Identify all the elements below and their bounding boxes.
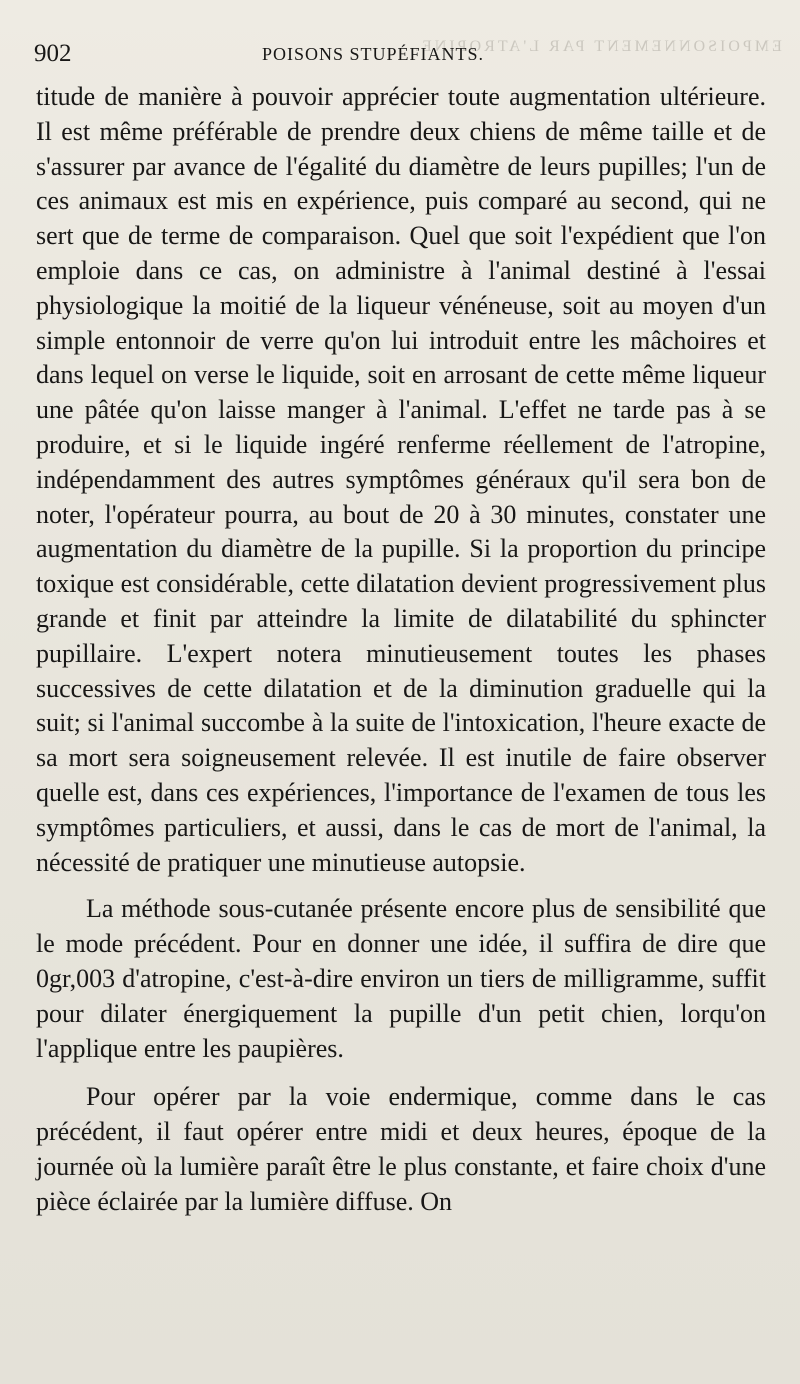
paragraph-2: La méthode sous-cutanée présente encore plus de sensibilité que le mode précédent. Pour en donner une idée, il suffira de dire que 0gr,003 d'atropine, c'est-à-dire environ un tiers de milligramme, suffit pour dilater énergiquement la pupille d'un petit chien, lorqu'on l'applique entre les paupières. — [36, 894, 766, 1063]
running-title: POISONS STUPÉFIANTS. — [262, 44, 485, 64]
paragraph-1: titude de manière à pouvoir apprécier toute augmentation ultérieure. Il est même préférable de prendre deux chiens de même taille et de s'assurer par avance de l'égalité du diamètre de leurs pupilles; l'un de ces animaux est mis en expérience, puis comparé au second, qui ne sert que de terme de comparaison. Quel que soit l'expédient que l'on emploie dans ce cas, on administre à l'animal destiné à l'essai physiologique la moitié de la liqueur vénéneuse, soit au moyen d'un simple entonnoir de verre qu'on lui introduit entre les mâchoires et dans lequel on verse le liquide, soit en arrosant de cette même liqueur une pâtée qu'on laisse manger à l'animal. L'effet ne tarde pas à se produire, et si le liquide ingéré renferme réellement de l'atropine, indépendamment des autres symptômes généraux qu'il sera bon de noter, l'opérateur pourra, au bout de 20 à 30 minutes, constater une augmentation du diamètre de la pupille. Si la proportion du principe toxique est considérable, cette dilatation devient progressivement plus grande et finit par atteindre la limite de dilatabilité du sphincter pupillaire. L'expert notera minutieusement toutes les phases successives de cette dilatation et de la diminution graduelle qui la suit; si l'animal succombe à la suite de l'intoxication, l'heure exacte de sa mort sera soigneusement relevée. Il est inutile de faire observer quelle est, dans ces expériences, l'importance de l'examen de tous les symptômes particuliers, et aussi, dans le cas de mort de l'animal, la nécessité de pratiquer une minutieuse autopsie. — [36, 82, 766, 877]
page-header — [34, 40, 774, 70]
body-text — [36, 80, 766, 1220]
bleed-through-text: EMPOISONNEMENT PAR L'ATROPINE. — [412, 38, 782, 55]
paragraph-3: Pour opérer par la voie endermique, comme dans le cas précédent, il faut opérer entre midi et deux heures, époque de la journée où la lumière paraît être le plus constante, et faire choix d'une pièce éclairée par la lumière diffuse. On — [36, 1082, 766, 1216]
page-number: 902 — [34, 40, 72, 67]
